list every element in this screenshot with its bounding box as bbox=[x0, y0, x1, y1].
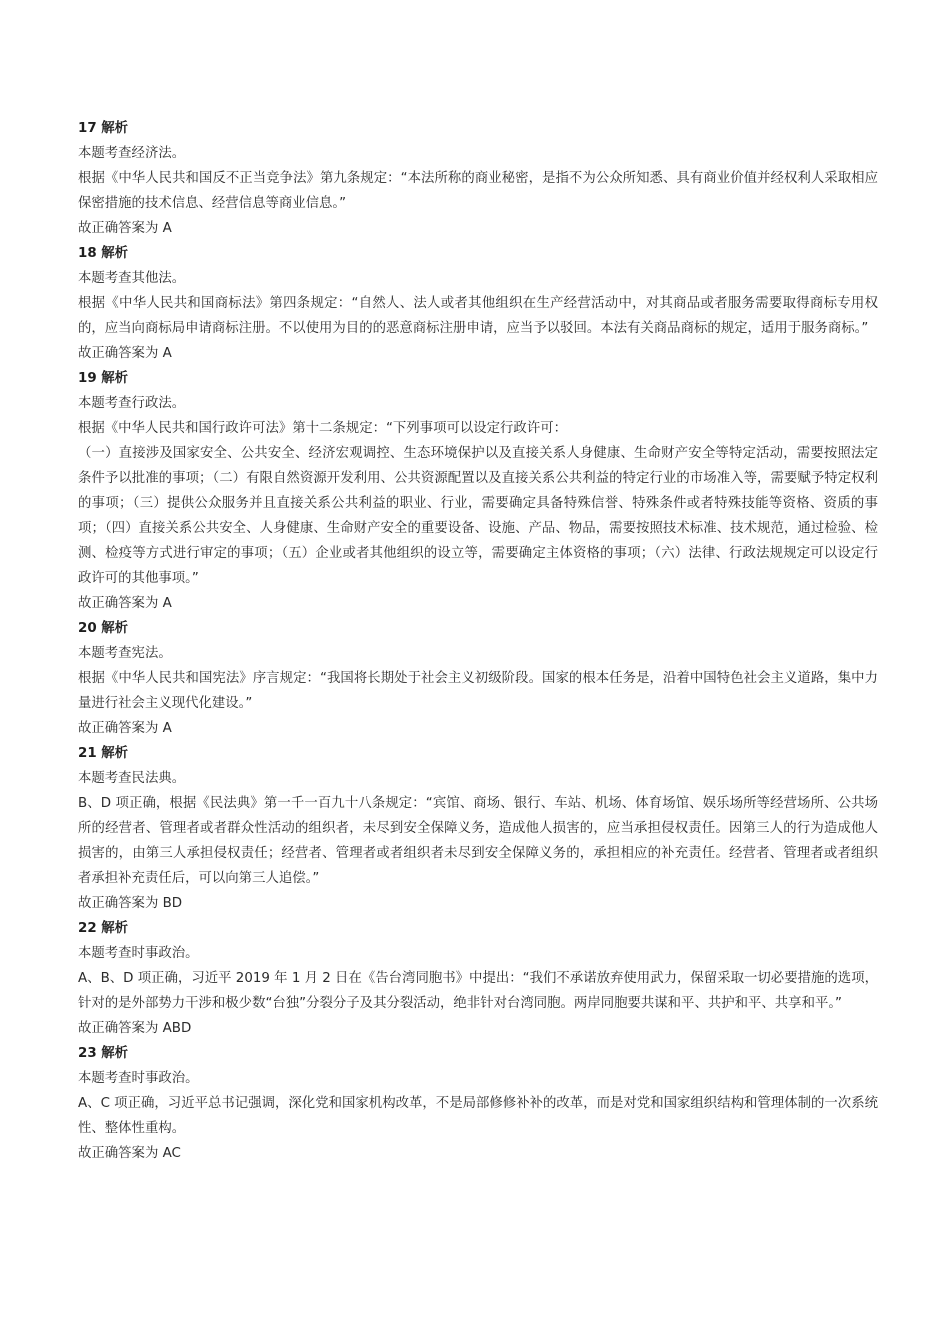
document-page bbox=[78, 116, 878, 1166]
section-22-heading: 22 解析 bbox=[78, 921, 129, 936]
section-18-heading: 18 解析 bbox=[78, 246, 129, 261]
section-20-topic: 本题考查宪法。 bbox=[78, 646, 172, 661]
section-20-heading: 20 解析 bbox=[78, 621, 129, 636]
section-19-answer: 故正确答案为 A bbox=[78, 596, 172, 611]
section-18-body: 根据《中华人民共和国商标法》第四条规定：“自然人、法人或者其他组织在生产经营活动中，对其商品或者服务需要取得商标专用权的，应当向商标局申请商标注册。不以使用为目的的恶意商标注册申请，应当予以驳回。本法有关商品商标的规定，适用于服务商标。” bbox=[78, 296, 878, 336]
section-20-body: 根据《中华人民共和国宪法》序言规定：“我国将长期处于社会主义初级阶段。国家的根本任务是，沿着中国特色社会主义道路，集中力量进行社会主义现代化建设。” bbox=[78, 671, 878, 711]
section-23-body: A、C 项正确，习近平总书记强调，深化党和国家机构改革，不是局部修修补补的改革，而是对党和国家组织结构和管理体制的一次系统性、整体性重构。 bbox=[78, 1096, 878, 1136]
section-23-answer: 故正确答案为 AC bbox=[78, 1146, 181, 1161]
section-21-body: B、D 项正确，根据《民法典》第一千一百九十八条规定：“宾馆、商场、银行、车站、机场、体育场馆、娱乐场所等经营场所、公共场所的经营者、管理者或者群众性活动的组织者，未尽到安全保障义务，造成他人损害的，应当承担侵权责任。因第三人的行为造成他人损害的，由第三人承担侵权责任；经营者、管理者或者组织者未尽到安全保障义务的，承担相应的补充责任。经营者、管理者或者组织者承担补充责任后，可以向第三人追偿。” bbox=[78, 796, 878, 886]
section-17-topic: 本题考查经济法。 bbox=[78, 146, 186, 161]
section-23-topic: 本题考查时事政治。 bbox=[78, 1071, 199, 1086]
section-23-heading: 23 解析 bbox=[78, 1046, 129, 1061]
section-18-topic: 本题考查其他法。 bbox=[78, 271, 186, 286]
section-21-heading: 21 解析 bbox=[78, 746, 129, 761]
section-17-body: 根据《中华人民共和国反不正当竞争法》第九条规定：“本法所称的商业秘密，是指不为公众所知悉、具有商业价值并经权利人采取相应保密措施的技术信息、经营信息等商业信息。” bbox=[78, 171, 878, 211]
section-21-topic: 本题考查民法典。 bbox=[78, 771, 186, 786]
section-20-answer: 故正确答案为 A bbox=[78, 721, 172, 736]
section-19-heading: 19 解析 bbox=[78, 371, 129, 386]
section-17-heading: 17 解析 bbox=[78, 121, 129, 136]
section-18-answer: 故正确答案为 A bbox=[78, 346, 172, 361]
section-22-topic: 本题考查时事政治。 bbox=[78, 946, 199, 961]
section-19-body-intro: 根据《中华人民共和国行政许可法》第十二条规定：“下列事项可以设定行政许可： bbox=[78, 421, 567, 436]
section-17-answer: 故正确答案为 A bbox=[78, 221, 172, 236]
section-19-topic: 本题考查行政法。 bbox=[78, 396, 186, 411]
section-21-answer: 故正确答案为 BD bbox=[78, 896, 183, 911]
section-22-answer: 故正确答案为 ABD bbox=[78, 1021, 192, 1036]
section-22-body: A、B、D 项正确，习近平 2019 年 1 月 2 日在《告台湾同胞书》中提出：“我们不承诺放弃使用武力，保留采取一切必要措施的选项，针对的是外部势力干涉和极少数“台独”分裂分子及其分裂活动，绝非针对台湾同胞。两岸同胞要共谋和平、共护和平、共享和平。” bbox=[78, 971, 878, 1011]
section-19-body: （一）直接涉及国家安全、公共安全、经济宏观调控、生态环境保护以及直接关系人身健康、生命财产安全等特定活动，需要按照法定条件予以批准的事项；（二）有限自然资源开发利用、公共资源配置以及直接关系公共利益的特定行业的市场准入等，需要赋予特定权利的事项；（三）提供公众服务并且直接关系公共利益的职业、行业，需要确定具备特殊信誉、特殊条件或者特殊技能等资格、资质的事项；（四）直接关系公共安全、人身健康、生命财产安全的重要设备、设施、产品、物品，需要按照技术标准、技术规范，通过检验、检测、检疫等方式进行审定的事项；（五）企业或者其他组织的设立等，需要确定主体资格的事项；（六）法律、行政法规规定可以设定行政许可的其他事项。” bbox=[78, 446, 878, 586]
